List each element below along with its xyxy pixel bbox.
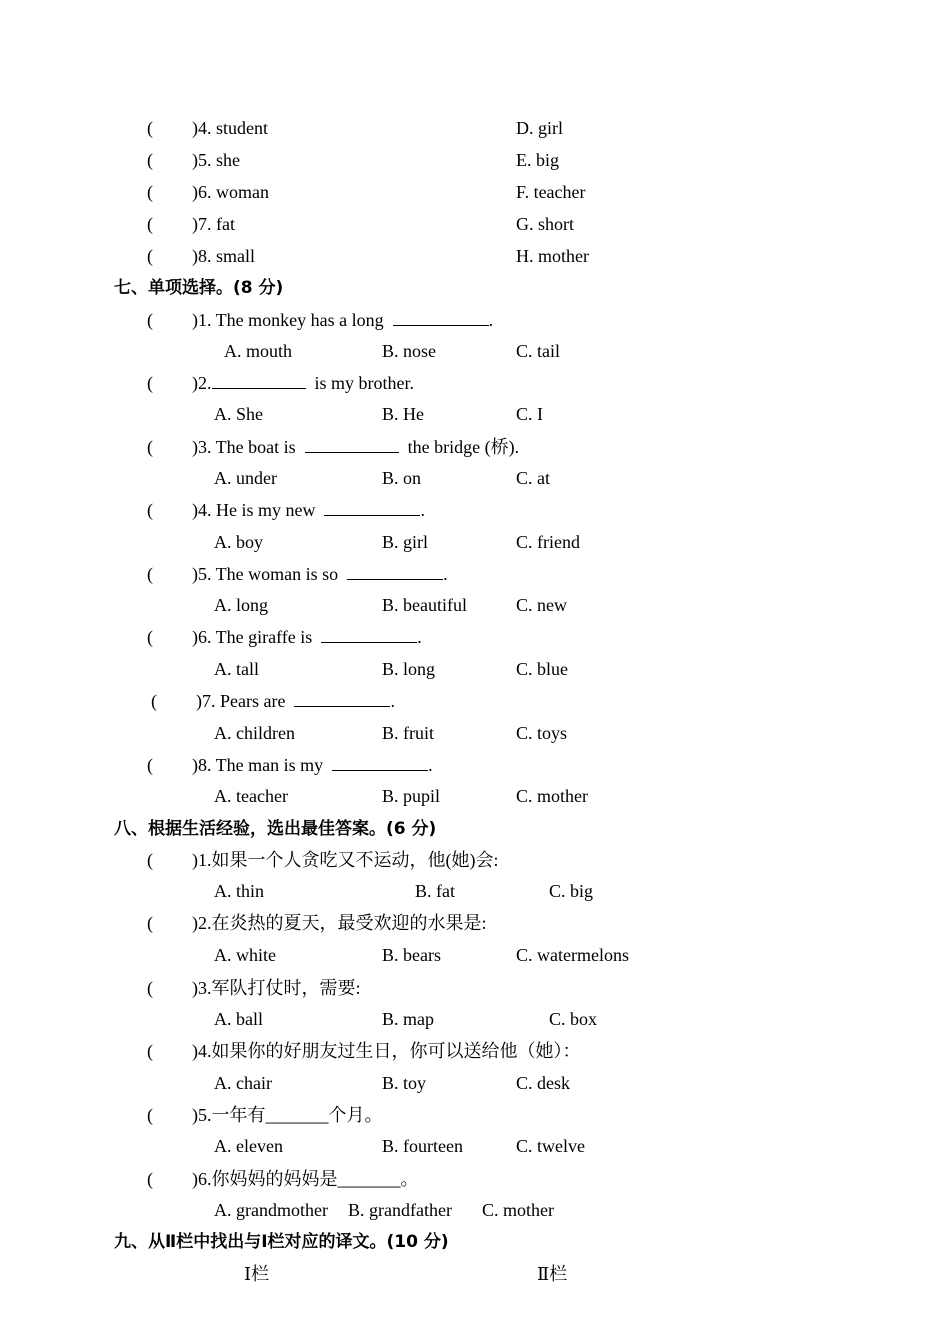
paren-open: ( — [147, 246, 153, 266]
question-text: )3. The boat is — [192, 437, 296, 457]
column-1-label: Ⅰ栏 — [244, 1264, 270, 1284]
question-7-1 — [192, 309, 493, 331]
question-7-7 — [196, 690, 395, 712]
question-text: )6. The giraffe is — [192, 627, 313, 647]
section-7-heading: 七、单项选择。(8 分) — [114, 278, 284, 298]
paren-open: ( — [147, 437, 153, 457]
option-a: A. thin — [214, 881, 265, 901]
match-left-7: )7. fat — [192, 214, 235, 234]
question-text: )1. The monkey has a long — [192, 310, 384, 330]
question-text-end: is my brother. — [314, 373, 414, 393]
question-7-3 — [192, 436, 519, 458]
option-c: C. twelve — [516, 1136, 585, 1156]
question-7-2 — [192, 372, 414, 394]
option-b: B. long — [382, 659, 436, 679]
option-b: B. map — [382, 1009, 434, 1029]
option-a: A. boy — [214, 532, 263, 552]
question-text-end: . — [443, 564, 448, 584]
section-8-heading: 八、根据生活经验，选出最佳答案。(6 分) — [114, 819, 437, 839]
option-a: A. ball — [214, 1009, 263, 1029]
paren-open: ( — [147, 214, 153, 234]
match-right-h: H. mother — [516, 246, 589, 266]
match-left-4: )4. student — [192, 118, 268, 138]
option-a: A. children — [214, 723, 295, 743]
option-c: C. new — [516, 595, 567, 615]
question-7-6 — [192, 626, 422, 648]
option-b: B. bears — [382, 945, 441, 965]
option-a: A. eleven — [214, 1136, 283, 1156]
paren-open: ( — [147, 118, 153, 138]
answer-blank — [347, 563, 443, 580]
question-8-2: )2.在炎热的夏天，最受欢迎的水果是: — [192, 913, 487, 933]
paren-open: ( — [147, 150, 153, 170]
option-b: B. girl — [382, 532, 429, 552]
option-b: B. fourteen — [382, 1136, 463, 1156]
paren-open: ( — [147, 913, 153, 933]
paren-open: ( — [147, 627, 153, 647]
paren-open: ( — [151, 691, 157, 711]
option-b: B. He — [382, 404, 424, 424]
match-left-6: )6. woman — [192, 182, 269, 202]
paren-open: ( — [147, 850, 153, 870]
match-right-d: D. girl — [516, 118, 563, 138]
option-c: C. tail — [516, 341, 560, 361]
option-a: A. mouth — [224, 341, 293, 361]
option-b: B. fruit — [382, 723, 434, 743]
option-c: C. I — [516, 404, 543, 424]
option-c: C. mother — [482, 1200, 554, 1220]
question-8-4: )4.如果你的好朋友过生日，你可以送给他（她）： — [192, 1041, 581, 1061]
option-c: C. blue — [516, 659, 568, 679]
option-c: C. desk — [516, 1073, 570, 1093]
match-left-8: )8. small — [192, 246, 255, 266]
section-9-heading: 九、从Ⅱ栏中找出与Ⅰ栏对应的译文。(10 分) — [114, 1232, 449, 1252]
option-a: A. under — [214, 468, 277, 488]
paren-open: ( — [147, 1041, 153, 1061]
option-a: A. long — [214, 595, 268, 615]
option-a: A. teacher — [214, 786, 288, 806]
option-a: A. chair — [214, 1073, 272, 1093]
question-8-3: )3.军队打仗时，需要: — [192, 978, 361, 998]
match-right-g: G. short — [516, 214, 574, 234]
question-text-end: . — [428, 755, 433, 775]
question-7-4 — [192, 499, 425, 521]
question-8-5: )5.一年有_______个月。 — [192, 1105, 383, 1125]
paren-open: ( — [147, 978, 153, 998]
column-2-label: Ⅱ栏 — [537, 1264, 568, 1284]
match-right-f: F. teacher — [516, 182, 586, 202]
option-b: B. nose — [382, 341, 436, 361]
option-a: A. white — [214, 945, 276, 965]
question-8-1: )1.如果一个人贪吃又不运动，他(她)会: — [192, 850, 499, 870]
paren-open: ( — [147, 500, 153, 520]
option-c: C. toys — [516, 723, 568, 743]
answer-blank — [332, 754, 428, 771]
option-a: A. She — [214, 404, 263, 424]
option-b: B. toy — [382, 1073, 427, 1093]
option-a: A. grandmother — [214, 1200, 328, 1220]
question-text-end: . — [420, 500, 425, 520]
question-text-end: . — [488, 310, 494, 330]
option-a: A. tall — [214, 659, 259, 679]
question-text: )2. — [192, 373, 212, 393]
paren-open: ( — [147, 1105, 153, 1125]
question-7-8 — [192, 754, 433, 776]
answer-blank — [212, 372, 306, 389]
option-c: C. mother — [516, 786, 588, 806]
option-c: C. watermelons — [516, 945, 629, 965]
answer-blank — [321, 626, 417, 643]
paren-open: ( — [147, 564, 153, 584]
answer-blank — [393, 309, 489, 326]
paren-open: ( — [147, 373, 153, 393]
paren-open: ( — [147, 755, 153, 775]
question-text-end: the bridge (桥). — [407, 437, 520, 457]
option-b: B. on — [382, 468, 422, 488]
match-right-e: E. big — [516, 150, 559, 170]
option-c: C. friend — [516, 532, 580, 552]
question-text-end: . — [390, 691, 395, 711]
paren-open: ( — [147, 310, 153, 330]
option-c: C. box — [549, 1009, 598, 1029]
paren-open: ( — [147, 1169, 153, 1189]
option-b: B. fat — [415, 881, 455, 901]
option-c: C. at — [516, 468, 550, 488]
option-b: B. beautiful — [382, 595, 467, 615]
option-b: B. pupil — [382, 786, 441, 806]
answer-blank — [305, 436, 399, 453]
answer-blank — [294, 690, 390, 707]
question-7-5 — [192, 563, 448, 585]
question-text: )5. The woman is so — [192, 564, 339, 584]
question-8-6: )6.你妈妈的妈妈是_______。 — [192, 1169, 419, 1189]
question-text: )8. The man is my — [192, 755, 324, 775]
option-b: B. grandfather — [348, 1200, 452, 1220]
option-c: C. big — [549, 881, 594, 901]
match-left-5: )5. she — [192, 150, 240, 170]
answer-blank — [324, 499, 420, 516]
question-text: )7. Pears are — [196, 691, 286, 711]
question-text: )4. He is my new — [192, 500, 316, 520]
paren-open: ( — [147, 182, 153, 202]
question-text-end: . — [417, 627, 422, 647]
